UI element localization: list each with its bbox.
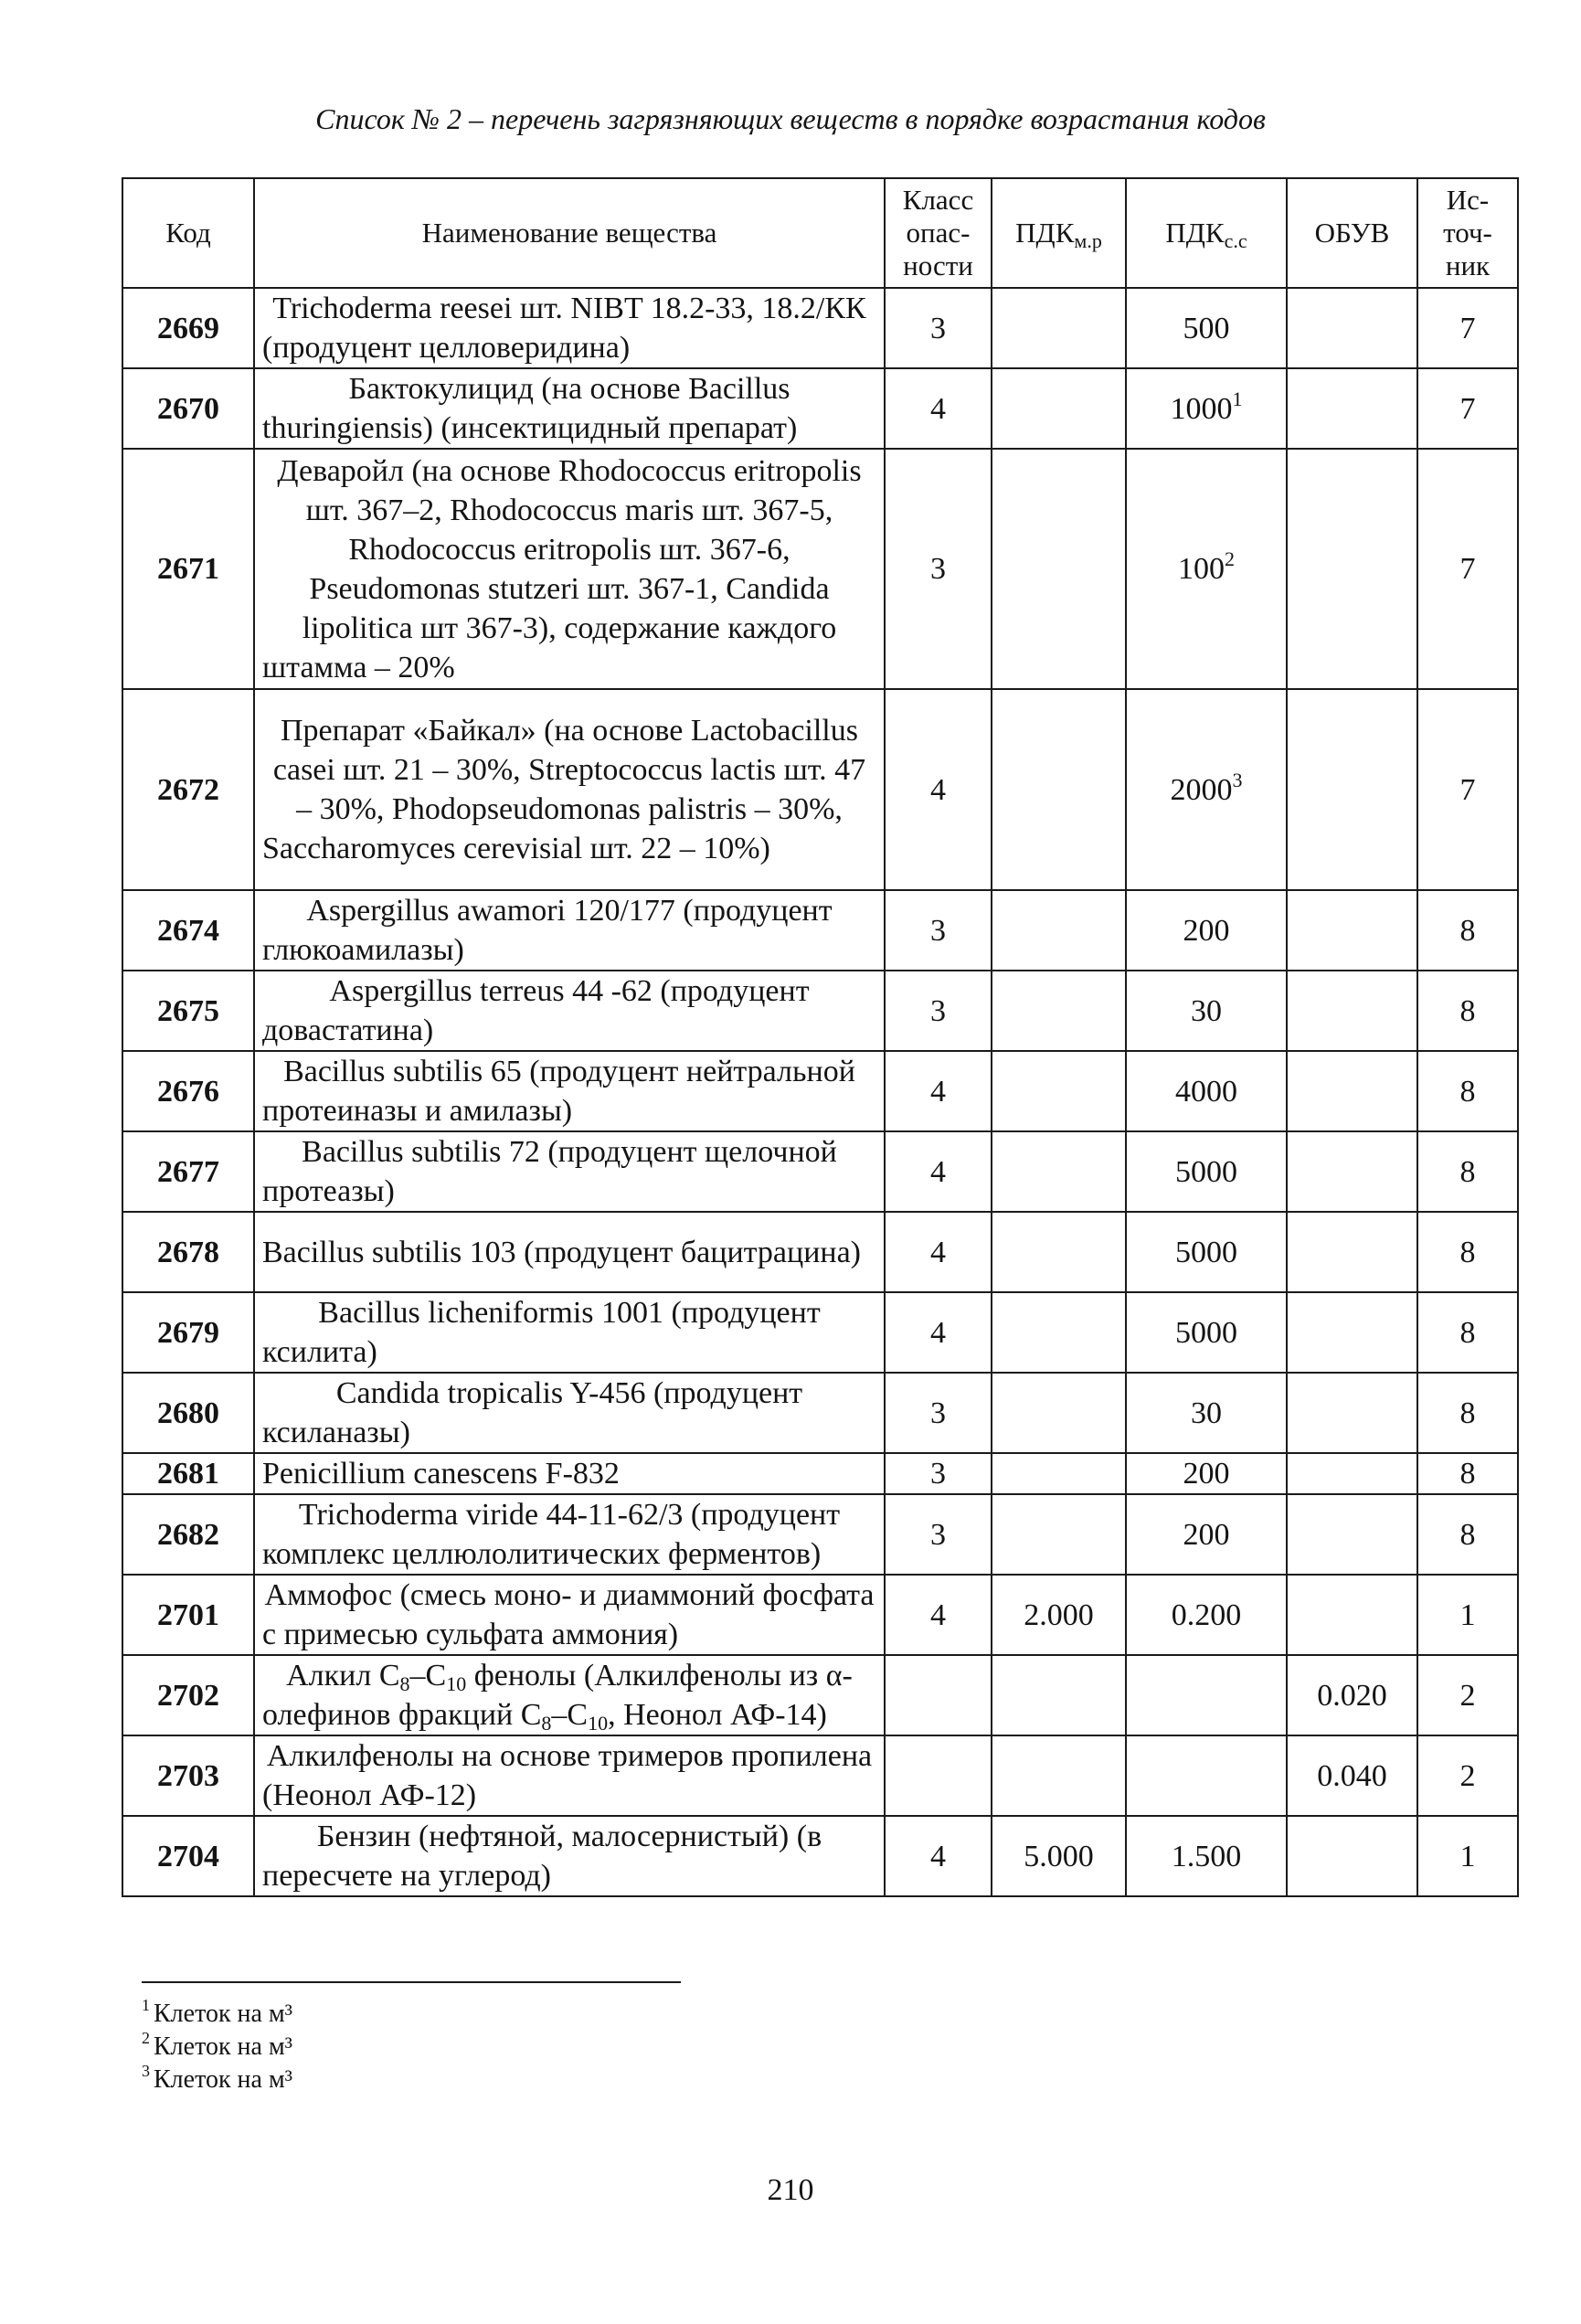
table-row <box>122 1212 1518 1292</box>
table-header-row <box>122 178 1518 288</box>
pdk-ss-value: 30 <box>1191 1395 1222 1430</box>
pdk-ss-value: 100 <box>1178 552 1225 586</box>
header-pdk-mr: $ПДК_{м.р}$ <box>992 178 1126 288</box>
pdk-ss-value: 1.500 <box>1171 1839 1242 1873</box>
row-pdk-ss <box>1126 1051 1287 1131</box>
footnote-ref: 2 <box>1225 547 1235 570</box>
row-obuv <box>1287 1373 1417 1453</box>
row-hazard-class: 4 <box>885 1051 992 1131</box>
row-pdk-mr <box>992 1051 1126 1131</box>
row-name: Trichoderma viride 44-11-62/3 (продуцент комплекс целлюлолитических ферментов) <box>254 1494 885 1575</box>
table-row <box>122 1131 1518 1212</box>
row-pdk-ss <box>1126 890 1287 971</box>
row-obuv <box>1287 971 1417 1051</box>
row-pdk-ss <box>1126 1575 1287 1655</box>
row-code: 2678 <box>122 1212 254 1292</box>
row-name: Деваройл (на основе Rhodococcus eritropolis шт. 367–2, Rhodococcus maris шт. 367-5, Rhodococcus eritropolis шт. 367-6, Pseudomonas stutzeri шт. 367-1, Candida lipolitica шт 367-3), содержание каждого штамма – 20% <box>254 449 885 689</box>
row-pdk-mr <box>992 1292 1126 1373</box>
row-name: Бактокулицид (на основе Bacillus thuringiensis) (инсектицидный препарат) <box>254 368 885 449</box>
row-pdk-mr: 2.000 <box>992 1575 1126 1655</box>
row-source: 8 <box>1417 1453 1518 1494</box>
row-name: Aspergillus terreus 44 -62 (продуцент довастатина) <box>254 971 885 1051</box>
row-hazard-class: 4 <box>885 689 992 890</box>
row-code: 2675 <box>122 971 254 1051</box>
row-hazard-class: 4 <box>885 1292 992 1373</box>
row-name: Penicillium canescens F-832 <box>254 1453 885 1494</box>
row-pdk-ss <box>1126 689 1287 890</box>
row-hazard-class: 3 <box>885 890 992 971</box>
footnote <box>142 2064 292 2096</box>
pdk-ss-value: 200 <box>1183 1517 1230 1552</box>
row-pdk-mr <box>992 971 1126 1051</box>
row-hazard-class: 4 <box>885 368 992 449</box>
row-hazard-class: 4 <box>885 1816 992 1896</box>
row-hazard-class: 3 <box>885 1373 992 1453</box>
footnote-mark: 3 <box>142 2062 150 2080</box>
pollutants-table <box>122 177 1519 1897</box>
pdk-ss-value: 30 <box>1191 993 1222 1028</box>
row-code: 2703 <box>122 1735 254 1816</box>
row-source: 2 <box>1417 1735 1518 1816</box>
row-source: 8 <box>1417 971 1518 1051</box>
row-code: 2701 <box>122 1575 254 1655</box>
row-pdk-mr <box>992 1453 1126 1494</box>
row-pdk-mr <box>992 449 1126 689</box>
row-hazard-class: 3 <box>885 1494 992 1575</box>
row-pdk-mr <box>992 890 1126 971</box>
table-row <box>122 1655 1518 1735</box>
row-pdk-ss <box>1126 1816 1287 1896</box>
row-pdk-ss <box>1126 1373 1287 1453</box>
table-row <box>122 1735 1518 1816</box>
pdk-ss-value: 1000 <box>1170 391 1233 426</box>
row-obuv <box>1287 368 1417 449</box>
row-source: 1 <box>1417 1575 1518 1655</box>
row-source: 7 <box>1417 368 1518 449</box>
row-code: 2670 <box>122 368 254 449</box>
row-code: 2704 <box>122 1816 254 1896</box>
row-code: 2680 <box>122 1373 254 1453</box>
row-name: Бензин (нефтяной, малосернистый) (в пересчете на углерод) <box>254 1816 885 1896</box>
row-pdk-ss <box>1126 449 1287 689</box>
row-name: Препарат «Байкал» (на основе Lactobacillus casei шт. 21 – 30%, Streptococcus lactis шт. 47 – 30%, Phodopseudomonas palistris – 30%, Saccharomyces cerevisial шт. 22 – 10%) <box>254 689 885 890</box>
row-obuv <box>1287 288 1417 368</box>
row-source: 8 <box>1417 1494 1518 1575</box>
row-code: 2679 <box>122 1292 254 1373</box>
pdk-ss-value: 4000 <box>1175 1074 1237 1109</box>
row-source: 7 <box>1417 288 1518 368</box>
row-obuv <box>1287 1816 1417 1896</box>
header-code: Код <box>122 178 254 288</box>
row-pdk-mr <box>992 689 1126 890</box>
row-name: Candida tropicalis Y-456 (продуцент ксиланазы) <box>254 1373 885 1453</box>
row-code: 2702 <box>122 1655 254 1735</box>
row-obuv <box>1287 449 1417 689</box>
row-obuv <box>1287 1575 1417 1655</box>
table-body <box>122 288 1518 1896</box>
row-hazard-class: 4 <box>885 1212 992 1292</box>
footnote-text: Клеток на м³ <box>154 2032 293 2061</box>
row-pdk-ss <box>1126 288 1287 368</box>
row-pdk-ss <box>1126 1292 1287 1373</box>
pdk-ss-value: 5000 <box>1175 1154 1237 1189</box>
pdk-ss-value: 5000 <box>1175 1235 1237 1269</box>
footnote-text: Клеток на м³ <box>154 2065 293 2094</box>
row-name: Алкил $C_8-C_{10}$ фенолы (Алкилфенолы из α-олефинов фракций $C_8-C_{10}$, Неонол АФ-14) <box>254 1655 885 1735</box>
pdk-ss-value: 500 <box>1183 311 1230 345</box>
table-row <box>122 1051 1518 1131</box>
row-code: 2681 <box>122 1453 254 1494</box>
table-row <box>122 971 1518 1051</box>
pdk-ss-value: 200 <box>1183 1457 1230 1491</box>
row-source: 1 <box>1417 1816 1518 1896</box>
row-hazard-class: 3 <box>885 288 992 368</box>
row-source: 2 <box>1417 1655 1518 1735</box>
row-name: Bacillus subtilis 103 (продуцент бацитрацина) <box>254 1212 885 1292</box>
row-pdk-ss <box>1126 368 1287 449</box>
row-source: 8 <box>1417 1373 1518 1453</box>
row-source: 8 <box>1417 1212 1518 1292</box>
row-source: 8 <box>1417 1292 1518 1373</box>
footnote-ref: 1 <box>1232 387 1243 410</box>
row-obuv <box>1287 1494 1417 1575</box>
table-row <box>122 689 1518 890</box>
row-pdk-mr <box>992 1494 1126 1575</box>
footnote-mark: 2 <box>142 2029 150 2047</box>
table-row <box>122 890 1518 971</box>
table-row <box>122 1816 1518 1896</box>
row-pdk-ss <box>1126 971 1287 1051</box>
footnotes <box>142 1998 292 2096</box>
row-pdk-mr: 5.000 <box>992 1816 1126 1896</box>
row-code: 2669 <box>122 288 254 368</box>
table-row <box>122 1494 1518 1575</box>
row-name: Аммофос (смесь моно- и диаммоний фосфата с примесью сульфата аммония) <box>254 1575 885 1655</box>
row-hazard-class: 3 <box>885 449 992 689</box>
header-pdk-ss: $ПДК_{с.с}$ <box>1126 178 1287 288</box>
row-source: 8 <box>1417 890 1518 971</box>
pdk-ss-value: 2000 <box>1170 772 1233 807</box>
header-obuv: ОБУВ <box>1287 178 1417 288</box>
row-source: 8 <box>1417 1131 1518 1212</box>
row-name: Trichoderma reesei шт. NIBT 18.2-33, 18.2/КК (продуцент целловеридина) <box>254 288 885 368</box>
page-title: Список № 2 – перечень загрязняющих веществ в порядке возрастания кодов <box>315 102 1266 135</box>
footnote-ref: 3 <box>1232 768 1243 791</box>
row-name: Bacillus subtilis 72 (продуцент щелочной протеазы) <box>254 1131 885 1212</box>
page-number: 210 <box>767 2173 814 2207</box>
table-row <box>122 1575 1518 1655</box>
row-pdk-mr <box>992 1373 1126 1453</box>
row-code: 2676 <box>122 1051 254 1131</box>
row-obuv: 0.040 <box>1287 1735 1417 1816</box>
table-row <box>122 1373 1518 1453</box>
row-pdk-ss <box>1126 1131 1287 1212</box>
row-obuv: 0.020 <box>1287 1655 1417 1735</box>
row-pdk-mr <box>992 1212 1126 1292</box>
row-name: Bacillus subtilis 65 (продуцент нейтральной протеиназы и амилазы) <box>254 1051 885 1131</box>
footnote-text: Клеток на м³ <box>154 2000 293 2028</box>
row-pdk-mr <box>992 1655 1126 1735</box>
row-obuv <box>1287 1212 1417 1292</box>
table-row <box>122 1453 1518 1494</box>
row-obuv <box>1287 1292 1417 1373</box>
table-row <box>122 449 1518 689</box>
row-pdk-ss <box>1126 1655 1287 1735</box>
row-obuv <box>1287 1131 1417 1212</box>
row-pdk-mr <box>992 1131 1126 1212</box>
row-source: 8 <box>1417 1051 1518 1131</box>
row-name: Aspergillus awamori 120/177 (продуцент глюкоамилазы) <box>254 890 885 971</box>
header-source: Ис- точ- ник <box>1417 178 1518 288</box>
row-code: 2672 <box>122 689 254 890</box>
row-source: 7 <box>1417 449 1518 689</box>
table-row <box>122 288 1518 368</box>
row-code: 2677 <box>122 1131 254 1212</box>
footnote-divider <box>142 1981 681 1983</box>
table-row <box>122 1292 1518 1373</box>
row-hazard-class <box>885 1735 992 1816</box>
row-hazard-class: 3 <box>885 1453 992 1494</box>
row-hazard-class: 3 <box>885 971 992 1051</box>
header-hazard-class: Класс опас- ности <box>885 178 992 288</box>
pdk-ss-value: 5000 <box>1175 1315 1237 1350</box>
row-pdk-mr <box>992 1735 1126 1816</box>
row-source: 7 <box>1417 689 1518 890</box>
row-pdk-ss <box>1126 1735 1287 1816</box>
row-code: 2674 <box>122 890 254 971</box>
row-hazard-class <box>885 1655 992 1735</box>
pdk-ss-value: 200 <box>1183 913 1230 948</box>
row-name: Алкилфенолы на основе тримеров пропилена (Неонол АФ-12) <box>254 1735 885 1816</box>
row-obuv <box>1287 890 1417 971</box>
row-obuv <box>1287 689 1417 890</box>
row-obuv <box>1287 1051 1417 1131</box>
row-pdk-ss <box>1126 1494 1287 1575</box>
row-hazard-class: 4 <box>885 1131 992 1212</box>
pdk-ss-value: 0.200 <box>1171 1597 1242 1632</box>
footnote <box>142 1998 292 2031</box>
row-hazard-class: 4 <box>885 1575 992 1655</box>
row-pdk-ss <box>1126 1212 1287 1292</box>
row-code: 2671 <box>122 449 254 689</box>
row-pdk-mr <box>992 288 1126 368</box>
footnote <box>142 2031 292 2064</box>
row-code: 2682 <box>122 1494 254 1575</box>
row-name: Bacillus licheniformis 1001 (продуцент ксилита) <box>254 1292 885 1373</box>
row-obuv <box>1287 1453 1417 1494</box>
footnote-mark: 1 <box>142 1996 150 2014</box>
table-row <box>122 368 1518 449</box>
header-name: Наименование вещества <box>254 178 885 288</box>
row-pdk-ss <box>1126 1453 1287 1494</box>
row-pdk-mr <box>992 368 1126 449</box>
